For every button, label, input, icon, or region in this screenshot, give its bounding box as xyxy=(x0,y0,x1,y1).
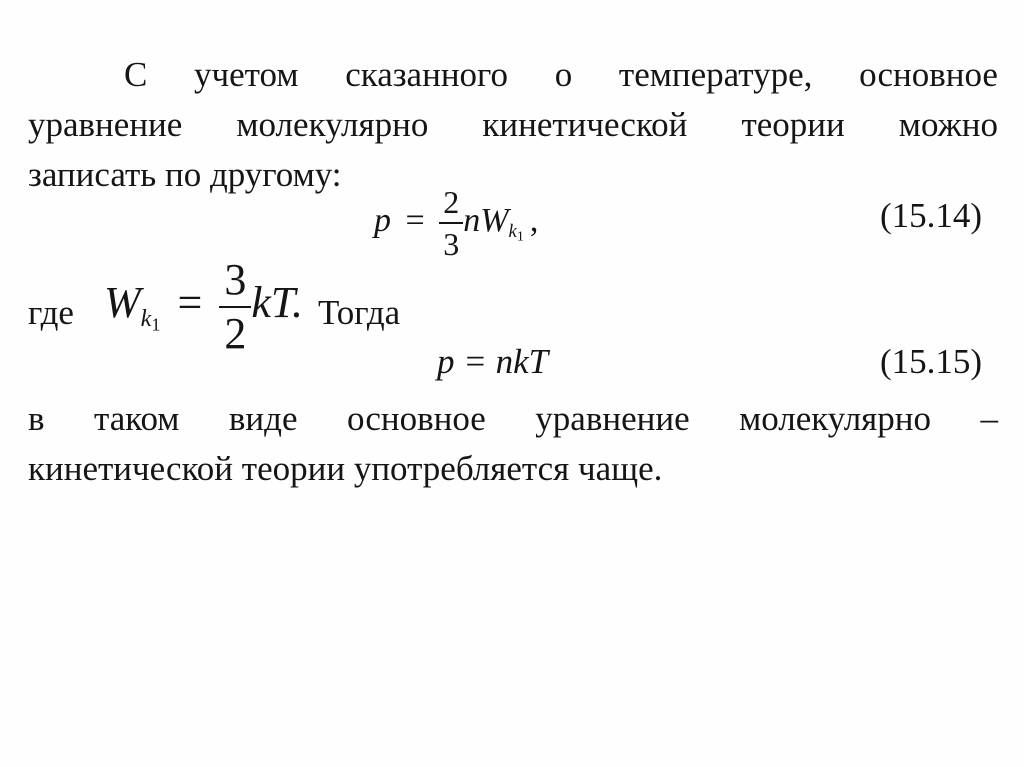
word: таком xyxy=(93,399,180,438)
word: виде xyxy=(228,399,298,438)
word: основное xyxy=(859,55,998,94)
intro-paragraph xyxy=(28,50,998,200)
formula-kT: kT. xyxy=(251,278,304,328)
kinetic-energy-formula xyxy=(104,255,304,358)
eq-n: n xyxy=(463,201,481,239)
eq-W: W xyxy=(480,201,509,239)
where-prefix: где xyxy=(28,293,74,332)
word: – xyxy=(980,399,998,438)
word: С xyxy=(124,55,148,94)
word: о xyxy=(554,55,573,94)
word: теории xyxy=(741,105,845,144)
intro-line-2 xyxy=(28,100,998,150)
intro-line-3: записать по другому: xyxy=(28,155,342,194)
word: учетом xyxy=(194,55,299,94)
word: молекулярно xyxy=(236,105,429,144)
formula-sub-k: k xyxy=(140,304,152,332)
word: молекулярно xyxy=(739,399,932,438)
fraction-2-3 xyxy=(439,186,463,260)
word: уравнение xyxy=(535,399,690,438)
eq-sub-1: 1 xyxy=(516,229,524,245)
frac-denominator: 2 xyxy=(224,309,247,358)
eq-comma: , xyxy=(529,201,539,239)
eq-equals: = xyxy=(405,201,425,239)
eq-p: p xyxy=(374,201,391,239)
frac-bar xyxy=(439,222,463,224)
equation-15-14 xyxy=(374,186,538,260)
conclusion-line-1 xyxy=(28,394,998,444)
equation-number-15-14: (15.14) xyxy=(880,196,983,235)
word: основное xyxy=(346,399,486,438)
frac-numerator: 2 xyxy=(443,184,460,220)
then-word: Тогда xyxy=(318,293,401,332)
conclusion-line-2: кинетической теории употребляется чаще. xyxy=(28,449,663,488)
eq-sub-k: k xyxy=(508,221,517,243)
formula-sub-1: 1 xyxy=(151,314,161,335)
conclusion-paragraph xyxy=(28,394,998,494)
word: уравнение xyxy=(28,105,183,144)
frac-numerator: 3 xyxy=(224,255,247,304)
word: можно xyxy=(898,105,998,144)
word: температуре, xyxy=(618,55,813,94)
word: сказанного xyxy=(345,55,509,94)
intro-line-1 xyxy=(28,50,998,100)
frac-denominator: 3 xyxy=(443,226,460,262)
formula-equals: = xyxy=(177,278,203,328)
equation-number-15-15: (15.15) xyxy=(880,342,983,381)
formula-W: W xyxy=(104,278,141,328)
word: кинетической xyxy=(482,105,688,144)
fraction-3-2 xyxy=(219,255,251,358)
word: в xyxy=(28,399,45,438)
frac-bar xyxy=(219,306,251,308)
equation-15-15: p = nkT xyxy=(437,342,549,381)
